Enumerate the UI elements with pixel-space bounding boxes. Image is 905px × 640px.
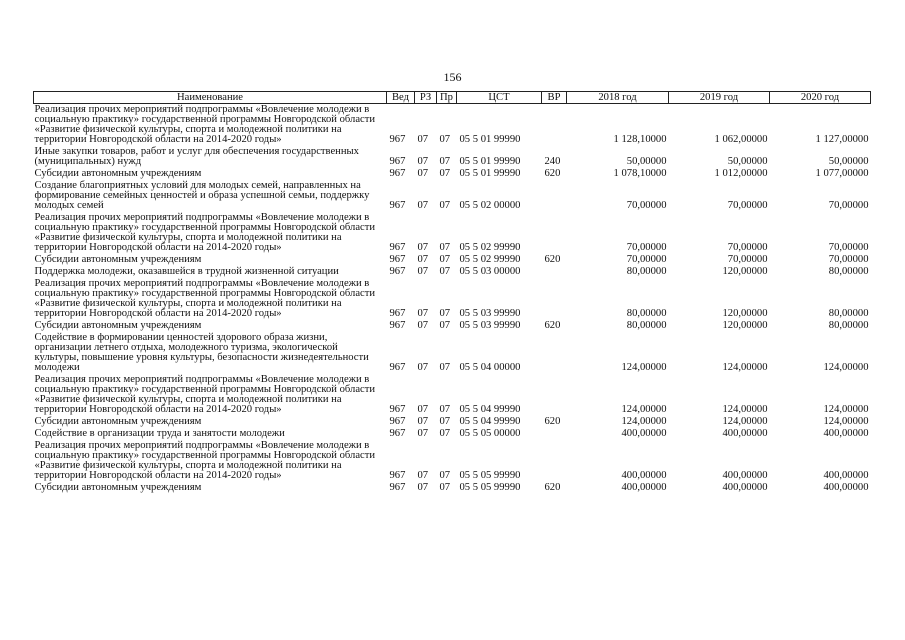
table-row xyxy=(34,482,871,494)
cell-name: Реализация прочих мероприятий подпрограммы «Вовлечение молодежи в социальную практику» государственной программы Новгородской области «Развитие физической культуры, спорта и молодежной политики на территории Новгородской области на 2014-2020 годы» xyxy=(34,104,376,145)
cell-rz: 07 xyxy=(417,362,429,373)
cell-name: Субсидии автономным учреждениям xyxy=(34,254,202,265)
header-2018: 2018 год xyxy=(567,92,669,104)
table-row xyxy=(34,440,871,482)
cell-pr: 07 xyxy=(439,470,451,481)
table-body xyxy=(34,104,871,495)
cell-pr: 07 xyxy=(439,428,451,439)
cell-name: Реализация прочих мероприятий подпрограммы «Вовлечение молодежи в социальную практику» государственной программы Новгородской области «Развитие физической культуры, спорта и молодежной политики на территории Новгородской области на 2014-2020 годы» xyxy=(34,374,376,415)
cell-vr xyxy=(542,180,567,212)
cell-name: Содействие в организации труда и занятости молодежи xyxy=(34,428,285,439)
header-ved: Вед xyxy=(387,92,415,104)
cell-cst: 05 5 05 00000 xyxy=(459,428,521,439)
cell-y2019: 120,00000 xyxy=(722,266,768,277)
cell-cst: 05 5 03 99990 xyxy=(459,308,521,319)
cell-y2019: 124,00000 xyxy=(722,404,768,415)
table-row xyxy=(34,428,871,440)
cell-vr xyxy=(542,212,567,254)
cell-y2018: 124,00000 xyxy=(621,362,667,373)
cell-pr: 07 xyxy=(439,254,451,265)
cell-rz: 07 xyxy=(417,404,429,415)
cell-pr: 07 xyxy=(439,404,451,415)
cell-vr xyxy=(542,440,567,482)
cell-vr: 620 xyxy=(544,168,561,179)
cell-cst: 05 5 03 00000 xyxy=(459,266,521,277)
cell-y2018: 80,00000 xyxy=(626,308,667,319)
cell-y2020: 400,00000 xyxy=(823,482,869,493)
cell-name: Реализация прочих мероприятий подпрограммы «Вовлечение молодежи в социальную практику» государственной программы Новгородской области «Развитие физической культуры, спорта и молодежной политики на территории Новгородской области на 2014-2020 годы» xyxy=(34,212,376,253)
table-row xyxy=(34,104,871,147)
cell-ved: 967 xyxy=(389,362,406,373)
cell-vr: 620 xyxy=(544,416,561,427)
cell-cst: 05 5 01 99990 xyxy=(459,134,521,145)
cell-cst: 05 5 04 99990 xyxy=(459,404,521,415)
cell-pr: 07 xyxy=(439,362,451,373)
cell-rz: 07 xyxy=(417,200,429,211)
table-row xyxy=(34,278,871,320)
cell-y2019: 400,00000 xyxy=(722,470,768,481)
cell-pr: 07 xyxy=(439,168,451,179)
cell-cst: 05 5 02 99990 xyxy=(459,242,521,253)
cell-cst: 05 5 05 99990 xyxy=(459,470,521,481)
cell-vr: 620 xyxy=(544,320,561,331)
table-row xyxy=(34,416,871,428)
cell-y2020: 124,00000 xyxy=(823,362,869,373)
cell-pr: 07 xyxy=(439,156,451,167)
cell-name: Содействие в формировании ценностей здорового образа жизни, организации летнего отдыха, молодежного туризма, экологической культуры, повышение уровня культуры, безопасности жизнедеятельности молодежи xyxy=(34,332,369,373)
table-row xyxy=(34,146,871,168)
cell-y2019: 1 012,00000 xyxy=(714,168,768,179)
cell-vr: 620 xyxy=(544,254,561,265)
cell-name: Реализация прочих мероприятий подпрограммы «Вовлечение молодежи в социальную практику» государственной программы Новгородской области «Развитие физической культуры, спорта и молодежной политики на территории Новгородской области на 2014-2020 годы» xyxy=(34,440,376,481)
cell-cst: 05 5 04 00000 xyxy=(459,362,521,373)
header-cst: ЦСТ xyxy=(457,92,542,104)
page-number: 156 xyxy=(443,70,462,84)
cell-vr: 240 xyxy=(544,156,561,167)
cell-pr: 07 xyxy=(439,200,451,211)
cell-y2019: 50,00000 xyxy=(727,156,768,167)
cell-y2020: 80,00000 xyxy=(828,320,869,331)
cell-y2020: 400,00000 xyxy=(823,428,869,439)
cell-y2019: 70,00000 xyxy=(727,242,768,253)
table-row xyxy=(34,180,871,212)
cell-cst: 05 5 03 99990 xyxy=(459,320,521,331)
cell-name: Субсидии автономным учреждениям xyxy=(34,168,202,179)
cell-y2020: 50,00000 xyxy=(828,156,869,167)
cell-name: Поддержка молодежи, оказавшейся в трудной жизненной ситуации xyxy=(34,266,339,277)
cell-rz: 07 xyxy=(417,428,429,439)
cell-vr xyxy=(542,278,567,320)
header-pr: Пр xyxy=(437,92,457,104)
cell-pr: 07 xyxy=(439,242,451,253)
header-rz: РЗ xyxy=(415,92,437,104)
cell-y2020: 80,00000 xyxy=(828,308,869,319)
cell-pr: 07 xyxy=(439,482,451,493)
cell-y2019: 124,00000 xyxy=(722,416,768,427)
cell-name: Создание благоприятных условий для молодых семей, направленных на формирование семейных ценностей и образа успешной семьи, поддержку молодых семей xyxy=(34,180,370,211)
cell-pr: 07 xyxy=(439,266,451,277)
cell-ved: 967 xyxy=(389,404,406,415)
table-row xyxy=(34,320,871,332)
cell-y2018: 50,00000 xyxy=(626,156,667,167)
cell-vr xyxy=(542,428,567,440)
cell-rz: 07 xyxy=(417,482,429,493)
cell-y2018: 70,00000 xyxy=(626,200,667,211)
cell-y2020: 70,00000 xyxy=(828,242,869,253)
cell-pr: 07 xyxy=(439,416,451,427)
cell-ved: 967 xyxy=(389,416,406,427)
cell-name: Иные закупки товаров, работ и услуг для обеспечения государственных (муниципальных) нужд xyxy=(34,146,359,167)
cell-pr: 07 xyxy=(439,308,451,319)
cell-rz: 07 xyxy=(417,242,429,253)
cell-y2018: 1 128,10000 xyxy=(613,134,667,145)
cell-y2019: 120,00000 xyxy=(722,320,768,331)
cell-name: Субсидии автономным учреждениям xyxy=(34,416,202,427)
cell-name: Реализация прочих мероприятий подпрограммы «Вовлечение молодежи в социальную практику» государственной программы Новгородской области «Развитие физической культуры, спорта и молодежной политики на территории Новгородской области на 2014-2020 годы» xyxy=(34,278,376,319)
cell-cst: 05 5 02 99990 xyxy=(459,254,521,265)
table-row xyxy=(34,254,871,266)
cell-y2020: 124,00000 xyxy=(823,404,869,415)
table-header-row xyxy=(34,92,871,104)
cell-rz: 07 xyxy=(417,156,429,167)
cell-y2018: 400,00000 xyxy=(621,428,667,439)
cell-ved: 967 xyxy=(389,308,406,319)
cell-y2018: 80,00000 xyxy=(626,266,667,277)
table-row xyxy=(34,374,871,416)
cell-y2018: 124,00000 xyxy=(621,416,667,427)
cell-vr xyxy=(542,332,567,374)
cell-cst: 05 5 01 99990 xyxy=(459,168,521,179)
cell-y2019: 400,00000 xyxy=(722,428,768,439)
cell-rz: 07 xyxy=(417,254,429,265)
cell-rz: 07 xyxy=(417,266,429,277)
table-row xyxy=(34,332,871,374)
cell-cst: 05 5 01 99990 xyxy=(459,156,521,167)
cell-rz: 07 xyxy=(417,168,429,179)
cell-y2019: 120,00000 xyxy=(722,308,768,319)
header-name: Наименование xyxy=(34,92,387,104)
header-vr: ВР xyxy=(542,92,567,104)
cell-cst: 05 5 02 00000 xyxy=(459,200,521,211)
cell-cst: 05 5 05 99990 xyxy=(459,482,521,493)
cell-ved: 967 xyxy=(389,320,406,331)
cell-y2020: 1 077,00000 xyxy=(815,168,869,179)
cell-rz: 07 xyxy=(417,320,429,331)
cell-y2019: 70,00000 xyxy=(727,254,768,265)
cell-ved: 967 xyxy=(389,168,406,179)
cell-y2018: 400,00000 xyxy=(621,482,667,493)
cell-vr xyxy=(542,374,567,416)
cell-rz: 07 xyxy=(417,134,429,145)
cell-name: Субсидии автономным учреждениям xyxy=(34,482,202,493)
cell-y2020: 70,00000 xyxy=(828,200,869,211)
cell-y2020: 1 127,00000 xyxy=(815,134,869,145)
cell-cst: 05 5 04 99990 xyxy=(459,416,521,427)
cell-ved: 967 xyxy=(389,266,406,277)
cell-name: Субсидии автономным учреждениям xyxy=(34,320,202,331)
table-row xyxy=(34,168,871,180)
cell-pr: 07 xyxy=(439,134,451,145)
cell-y2018: 400,00000 xyxy=(621,470,667,481)
cell-y2018: 80,00000 xyxy=(626,320,667,331)
cell-y2019: 124,00000 xyxy=(722,362,768,373)
cell-y2020: 124,00000 xyxy=(823,416,869,427)
cell-ved: 967 xyxy=(389,200,406,211)
cell-ved: 967 xyxy=(389,156,406,167)
cell-vr xyxy=(542,266,567,278)
cell-ved: 967 xyxy=(389,242,406,253)
cell-y2018: 70,00000 xyxy=(626,242,667,253)
cell-y2020: 80,00000 xyxy=(828,266,869,277)
budget-table xyxy=(33,91,871,494)
cell-vr xyxy=(542,104,567,147)
cell-rz: 07 xyxy=(417,416,429,427)
cell-pr: 07 xyxy=(439,320,451,331)
cell-y2019: 70,00000 xyxy=(727,200,768,211)
cell-y2018: 70,00000 xyxy=(626,254,667,265)
cell-y2018: 124,00000 xyxy=(621,404,667,415)
cell-y2019: 1 062,00000 xyxy=(714,134,768,145)
cell-vr: 620 xyxy=(544,482,561,493)
header-2019: 2019 год xyxy=(669,92,770,104)
cell-ved: 967 xyxy=(389,482,406,493)
cell-y2020: 70,00000 xyxy=(828,254,869,265)
cell-y2018: 1 078,10000 xyxy=(613,168,667,179)
cell-rz: 07 xyxy=(417,308,429,319)
table-row xyxy=(34,212,871,254)
cell-ved: 967 xyxy=(389,134,406,145)
cell-y2019: 400,00000 xyxy=(722,482,768,493)
cell-ved: 967 xyxy=(389,428,406,439)
header-2020: 2020 год xyxy=(770,92,871,104)
cell-ved: 967 xyxy=(389,254,406,265)
table-row xyxy=(34,266,871,278)
cell-ved: 967 xyxy=(389,470,406,481)
cell-y2020: 400,00000 xyxy=(823,470,869,481)
cell-rz: 07 xyxy=(417,470,429,481)
